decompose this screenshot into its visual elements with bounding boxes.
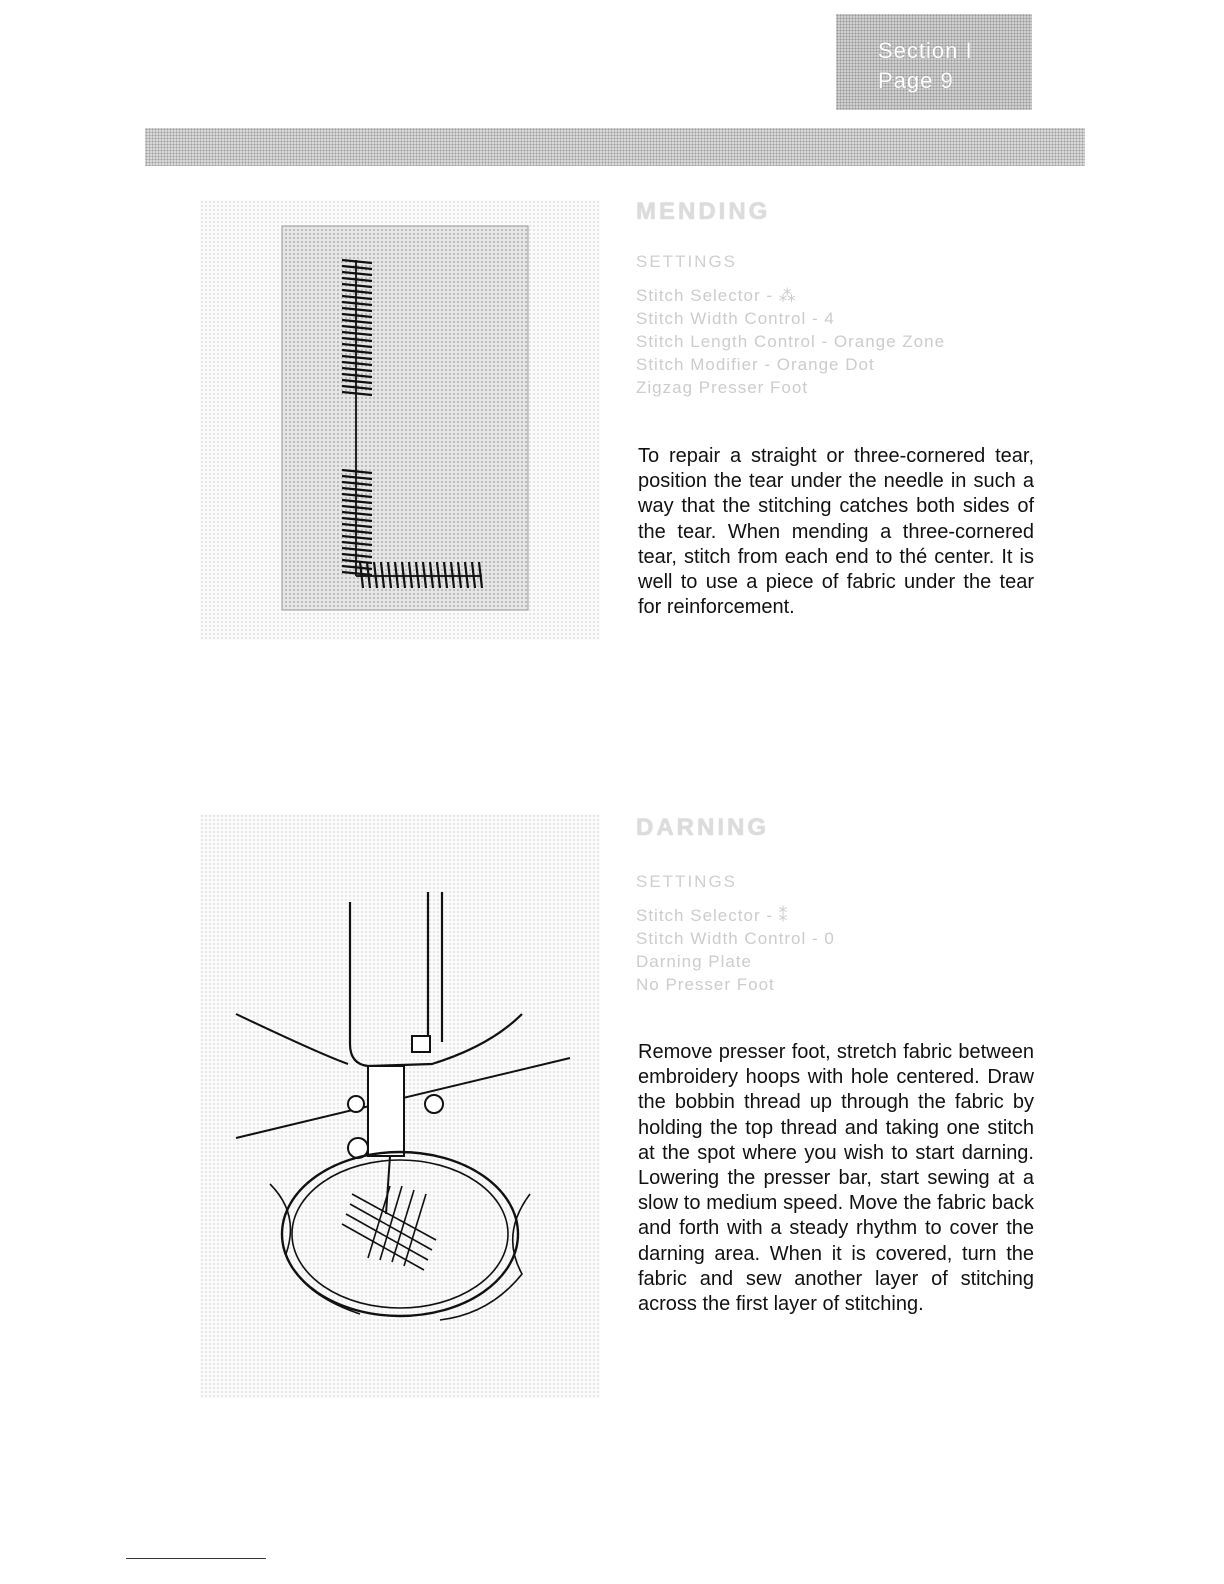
- darning-setting-item: Darning Plate: [636, 952, 753, 971]
- mending-setting-item: Zigzag Presser Foot: [636, 378, 809, 397]
- darning-machine-diagram: [200, 814, 600, 1399]
- footer-rule: [126, 1558, 266, 1559]
- mending-illustration: [200, 200, 600, 640]
- header-banner: [145, 128, 1085, 166]
- darning-body: Remove presser foot, stretch fabric between embroidery hoops with hole centered. Draw the bobbin thread up through the fabric by holding the top thread and taking one stitch at the spot where you wish to start darning. Lowering the presser bar, start sewing at a slow to medium speed. Move the fabric back and forth with a steady rhythm to cover the darning area. When it is covered, turn the fabric and sew another layer of stitching across the first layer of stitching.: [638, 1041, 1034, 1316]
- section-page-box: [836, 14, 1032, 110]
- mending-setting-item: Stitch Width Control - 4: [636, 309, 835, 328]
- darning-setting-item: Stitch Width Control - 0: [636, 929, 835, 948]
- darning-setting-item: No Presser Foot: [636, 975, 775, 994]
- mending-stitch-diagram: [200, 200, 600, 640]
- section-label: Section I: [878, 38, 973, 63]
- mending-settings-label: SETTINGS: [636, 252, 738, 271]
- darning-settings-label: SETTINGS: [636, 872, 738, 891]
- page-label: Page 9: [878, 68, 954, 93]
- darning-setting-item: Stitch Selector - ⁑: [636, 906, 789, 925]
- darning-illustration: [200, 814, 600, 1399]
- mending-body: To repair a straight or three-cornered tear, position the tear under the needle in such a way that the stitching catches both sides of the tear. When mending a three-cornered tear, stitch from each end to thé center. It is well to use a piece of fabric under the tear for reinforcement.: [638, 445, 1034, 619]
- mending-setting-item: Stitch Length Control - Orange Zone: [636, 332, 946, 351]
- mending-settings-list: [636, 284, 945, 399]
- darning-settings-list: [636, 904, 835, 996]
- mending-title: MENDING: [636, 198, 771, 225]
- darning-title: DARNING: [636, 814, 769, 841]
- mending-setting-item: Stitch Modifier - Orange Dot: [636, 355, 875, 374]
- mending-setting-item: Stitch Selector - ⁂: [636, 286, 797, 305]
